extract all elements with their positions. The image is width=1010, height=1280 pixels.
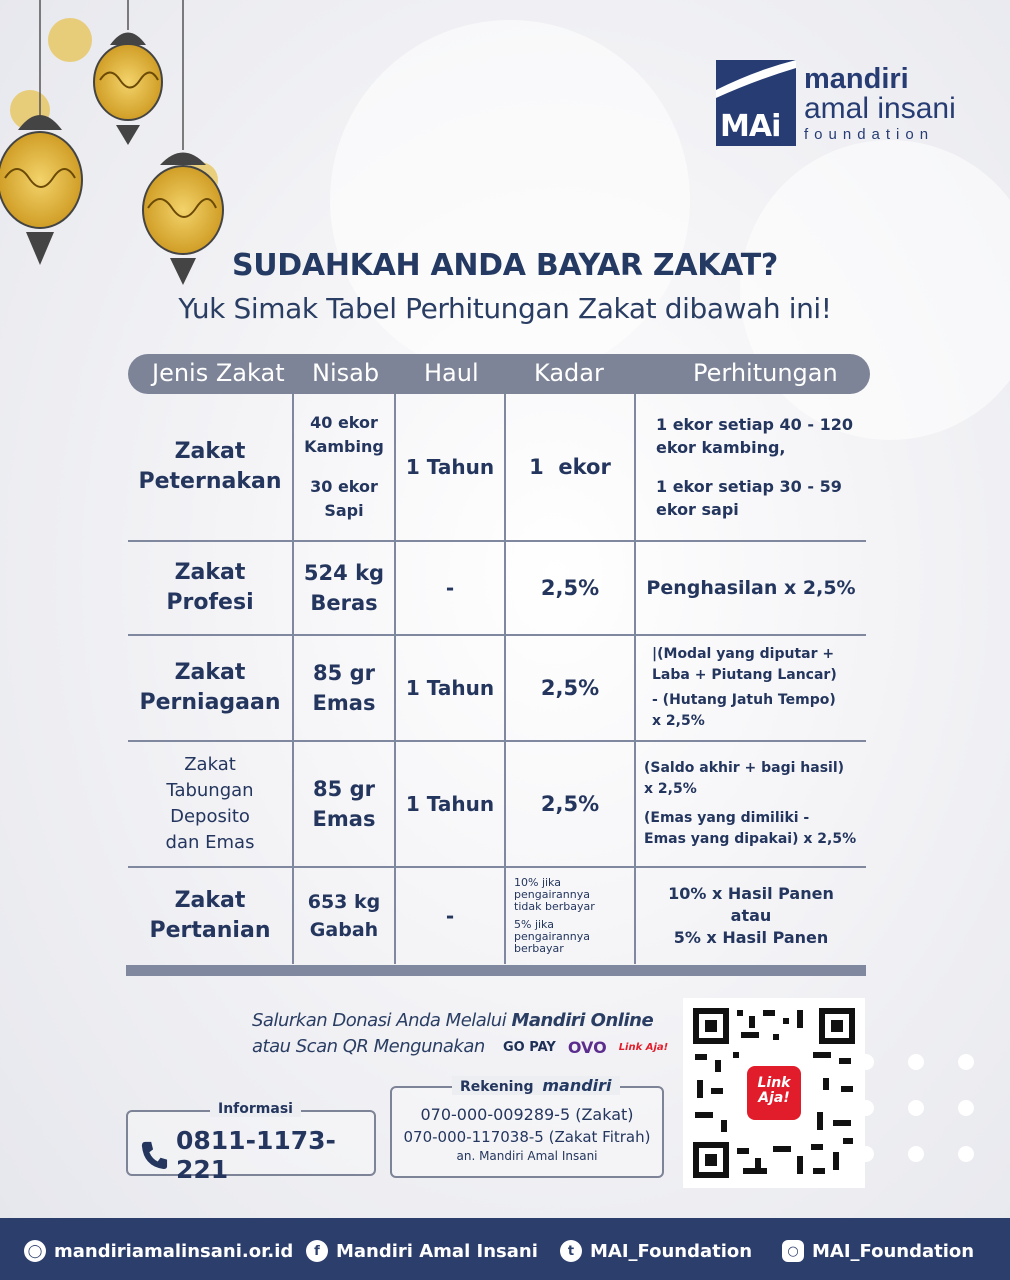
cell-perhitungan: x 2,5%: [652, 713, 705, 729]
instagram-link[interactable]: MAI_Foundation: [812, 1240, 975, 1262]
cell-nisab: Sapi: [324, 501, 364, 520]
cell-perhitungan: 1 ekor setiap 30 - 59: [656, 477, 842, 496]
cell-jenis: dan Emas: [165, 832, 255, 853]
cell-perhitungan: - (Hutang Jatuh Tempo): [652, 692, 836, 708]
table-row: [128, 868, 866, 964]
account-zakat: 070-000-009289-5 (Zakat): [420, 1105, 634, 1124]
rekening-label-text: Rekening: [460, 1079, 534, 1095]
cell-jenis: Deposito: [170, 806, 250, 827]
logo-mark: [716, 60, 796, 146]
cell-perhitungan: x 2,5%: [644, 781, 697, 797]
cell-haul: 1 Tahun: [405, 676, 495, 700]
phone-icon: [140, 1139, 168, 1171]
cell-haul: 1 Tahun: [405, 792, 495, 816]
cell-jenis: Zakat: [174, 660, 246, 685]
cell-jenis: Pertanian: [149, 918, 271, 943]
website-link[interactable]: mandiriamalinsani.or.id: [54, 1240, 294, 1262]
cell-kadar: tidak berbayar: [514, 900, 595, 913]
footer-twitter[interactable]: [560, 1240, 752, 1262]
facebook-icon: f: [306, 1240, 328, 1262]
globe-icon: ◯: [24, 1240, 46, 1262]
header-haul: Haul: [424, 359, 479, 387]
cell-perhitungan: 5% x Hasil Panen: [673, 928, 829, 947]
cell-nisab: 85 gr: [313, 777, 375, 801]
footer-instagram[interactable]: [782, 1240, 974, 1262]
cell-kadar: pengairannya: [514, 930, 590, 943]
cell-haul: 1 Tahun: [405, 455, 495, 479]
lantern-decoration: [0, 0, 250, 290]
cell-jenis: Zakat: [174, 439, 246, 464]
phone-number[interactable]: 0811-1173-221: [176, 1126, 336, 1184]
cell-haul: -: [445, 576, 455, 600]
table-row: [128, 394, 866, 542]
cell-jenis: Zakat: [174, 888, 246, 913]
cell-kadar: 10% jika: [514, 876, 561, 889]
cell-jenis: Tabungan: [166, 780, 254, 801]
instagram-icon: ○: [782, 1240, 804, 1262]
header-jenis: Jenis Zakat: [152, 359, 285, 387]
cell-kadar: berbayar: [514, 942, 564, 955]
cell-nisab: Gabah: [309, 919, 379, 941]
footer-website[interactable]: [24, 1240, 293, 1262]
payment-logos: [503, 1038, 668, 1057]
table-header: [128, 354, 870, 394]
logo-mark-text: MAi: [720, 109, 781, 144]
page-title: SUDAHKAH ANDA BAYAR ZAKAT?: [231, 248, 779, 283]
table-row: [128, 542, 866, 636]
cell-kadar: pengairannya: [514, 888, 590, 901]
account-holder: an. Mandiri Amal Insani: [456, 1149, 598, 1163]
cell-nisab: Kambing: [304, 437, 384, 456]
ovo-logo: OVO: [567, 1038, 607, 1057]
mandiri-bank-logo: mandiri: [542, 1076, 612, 1095]
rekening-box: [390, 1076, 664, 1178]
background-circle: [330, 20, 690, 380]
account-zakat-fitrah: 070-000-117038-5 (Zakat Fitrah): [403, 1128, 651, 1146]
mai-logo: [716, 60, 956, 146]
cell-kadar: 2,5%: [540, 792, 600, 816]
cell-jenis: Perniagaan: [139, 690, 281, 715]
cell-jenis: Profesi: [166, 590, 254, 615]
table-bottom-bar: [126, 965, 866, 976]
cell-perhitungan: Laba + Piutang Lancar): [652, 667, 837, 683]
page-subtitle: Yuk Simak Tabel Perhitungan Zakat dibawah ini!: [178, 292, 832, 325]
table-row: [128, 636, 866, 742]
cell-nisab: 653 kg: [307, 891, 381, 913]
twitter-icon: t: [560, 1240, 582, 1262]
logo-line-1: mandiri: [804, 62, 909, 95]
cell-perhitungan: (Saldo akhir + bagi hasil): [644, 760, 845, 776]
table-row: [128, 742, 866, 868]
cell-perhitungan: Penghasilan x 2,5%: [646, 576, 856, 599]
cell-kadar: 2,5%: [540, 576, 600, 600]
cell-nisab: Emas: [312, 691, 376, 715]
linkaja-logo: Link Aja!: [618, 1042, 669, 1053]
donation-line-1: Salurkan Donasi Anda Melalui: [252, 1010, 512, 1031]
cell-perhitungan: ekor sapi: [656, 500, 739, 519]
footer-bar: [0, 1218, 1010, 1280]
cell-haul: -: [445, 904, 455, 928]
cell-kadar: 5% jika: [514, 918, 554, 931]
cell-kadar: 2,5%: [540, 676, 600, 700]
cell-jenis: Peternakan: [138, 469, 282, 494]
cell-perhitungan: |(Modal yang diputar +: [652, 646, 835, 662]
cell-perhitungan: atau: [730, 906, 772, 925]
cell-nisab: Beras: [310, 591, 378, 615]
header-kadar: Kadar: [534, 359, 604, 387]
gopay-logo: GO PAY: [503, 1040, 556, 1055]
cell-nisab: 40 ekor: [310, 413, 378, 432]
lantern-icon: [94, 33, 162, 146]
cell-kadar: 1 ekor: [529, 455, 611, 479]
facebook-link[interactable]: Mandiri Amal Insani: [336, 1240, 538, 1262]
logo-line-2: amal insani: [804, 91, 956, 125]
informasi-box: [126, 1101, 376, 1184]
cell-nisab: 524 kg: [303, 561, 385, 585]
qr-code[interactable]: [683, 998, 865, 1188]
qr-linkaja-label: Link Aja!: [757, 1075, 791, 1106]
cell-perhitungan: ekor kambing,: [656, 438, 786, 457]
cell-jenis: Zakat: [174, 560, 246, 585]
logo-line-3: foundation: [804, 125, 935, 143]
rekening-label: [452, 1076, 620, 1095]
twitter-link[interactable]: MAI_Foundation: [590, 1240, 753, 1262]
cell-jenis: Zakat: [184, 754, 236, 775]
mandiri-online-label: Mandiri Online: [511, 1010, 654, 1031]
donation-line-2: atau Scan QR Mengunakan: [252, 1036, 485, 1057]
cell-perhitungan: Emas yang dipakai) x 2,5%: [644, 831, 857, 847]
footer-facebook[interactable]: [306, 1240, 538, 1262]
cell-nisab: Emas: [312, 807, 376, 831]
header-nisab: Nisab: [312, 359, 380, 387]
header-perhitungan: Perhitungan: [693, 359, 838, 387]
cell-perhitungan: 10% x Hasil Panen: [668, 884, 834, 903]
zakat-table: [128, 394, 866, 964]
cell-perhitungan: 1 ekor setiap 40 - 120: [656, 415, 853, 434]
cell-nisab: 85 gr: [313, 661, 375, 685]
lantern-icon: [0, 115, 82, 265]
cell-nisab: 30 ekor: [310, 477, 378, 496]
cell-perhitungan: (Emas yang dimiliki -: [644, 810, 810, 826]
informasi-label: Informasi: [210, 1101, 301, 1117]
